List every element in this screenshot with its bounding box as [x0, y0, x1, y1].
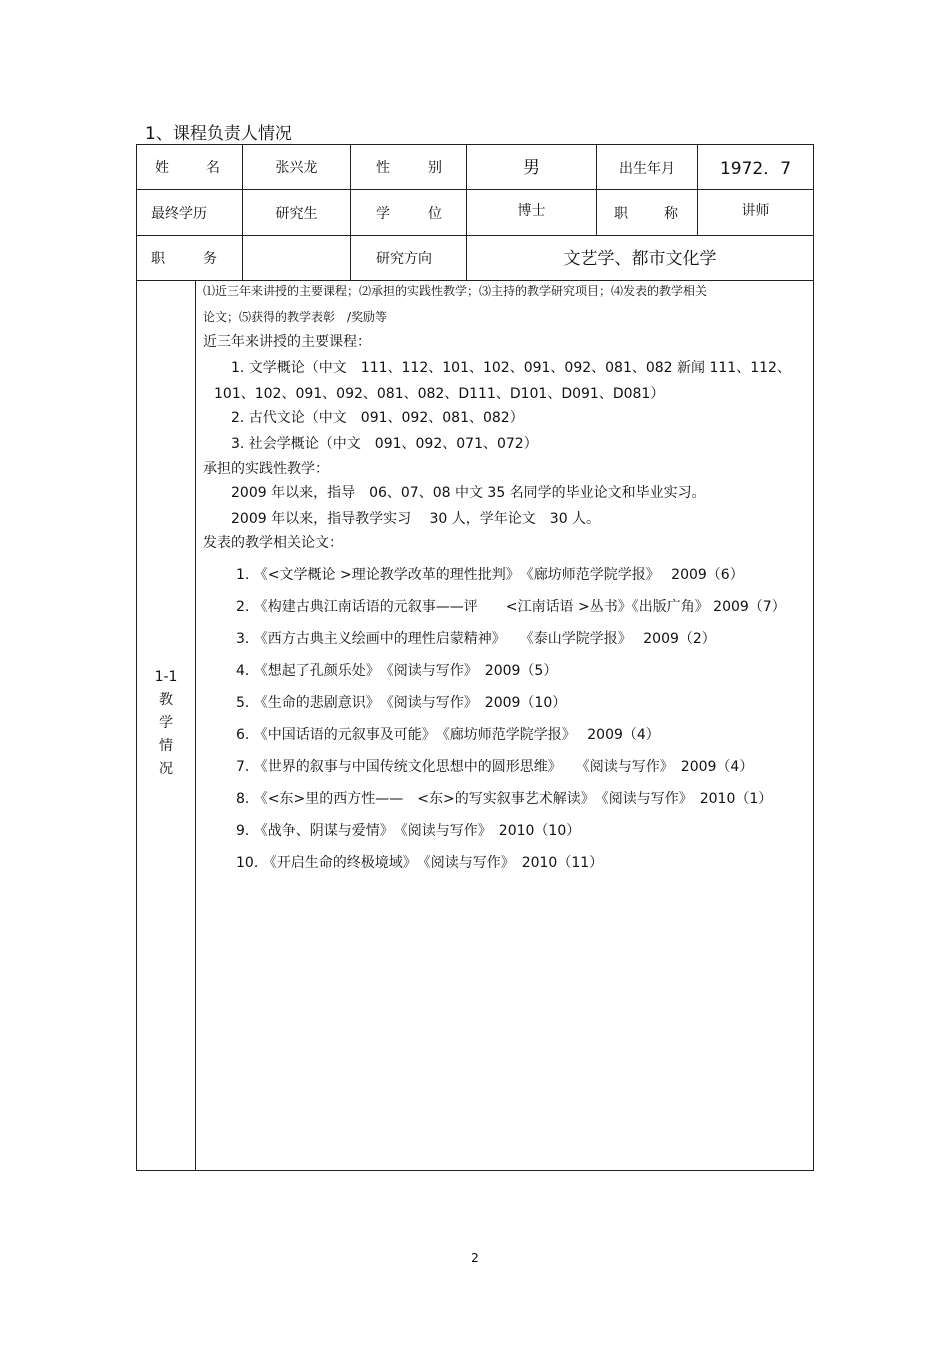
paper-item: 2. 《构建古典江南话语的元叙事——评 <江南话语 >丛书》《出版广角》 2009（7）: [236, 599, 786, 615]
name-label-2: 名: [206, 160, 220, 176]
gender-label-1: 性: [376, 160, 390, 176]
paper-item: 3. 《西方古典主义绘画中的理性启蒙精神》 《泰山学院学报》 2009（2）: [236, 631, 716, 647]
research-label: 研究方向: [376, 251, 432, 267]
title-value: 讲师: [741, 203, 770, 219]
content-header-line: 论文；⑸获得的教学表彰 /奖励等: [203, 310, 388, 324]
birth-label: 出生年月: [619, 161, 675, 177]
page-number: 2: [471, 1251, 479, 1265]
degree-value: 博士: [517, 203, 546, 219]
research-value: 文艺学、都市文化学: [563, 248, 717, 269]
paper-item: 6. 《中国话语的元叙事及可能》 《廊坊师范学院学报》 2009（4）: [236, 727, 660, 743]
gender-label-2: 别: [428, 160, 442, 176]
course-item: 3. 社会学概论（中文 091、092、071、072）: [231, 436, 538, 452]
name-label: [155, 145, 220, 189]
edu-value: 研究生: [275, 205, 318, 222]
name-value: 张兴龙: [275, 160, 318, 176]
degree-label-1: 学: [376, 205, 390, 222]
title-label: [614, 190, 678, 235]
side-label-line: 1-1: [154, 669, 178, 685]
edu-label: 最终学历: [151, 205, 207, 222]
practice-heading: 承担的实践性教学：: [203, 461, 329, 477]
paper-item: 7. 《世界的叙事与中国传统文化思想中的圆形思维》 《阅读与写作》 2009（4）: [236, 759, 754, 775]
course-item: 2. 古代文论（中文 091、092、081、082）: [231, 410, 524, 426]
title-label-1: 职: [614, 205, 628, 222]
paper-item: 9. 《战争、阴谋与爱情》 《阅读与写作》 2010（10）: [236, 823, 581, 839]
post-value: [243, 236, 350, 280]
paper-item: 4. 《想起了孔颜乐处》 《阅读与写作》 2009（5）: [236, 663, 558, 679]
side-label-line: 情: [159, 738, 173, 754]
courses-heading: 近三年来讲授的主要课程：: [203, 334, 371, 350]
post-label-2: 务: [203, 251, 217, 267]
gender-value: 男: [523, 157, 540, 178]
gender-label: [376, 145, 442, 189]
paper-item: 5. 《生命的悲剧意识》 《阅读与写作》 2009（10）: [236, 695, 567, 711]
section-side-label: [137, 666, 195, 781]
practice-item: 2009 年以来，指导教学实习 30 人，学年论文 30 人。: [231, 511, 601, 527]
name-label-1: 姓: [155, 160, 169, 176]
paper-item: 8. 《<东>里的西方性—— <东>的写实叙事艺术解读》 《阅读与写作》 2010（1）: [236, 791, 773, 807]
paper-item: 1. 《<文学概论 >理论教学改革的理性批判》 《廊坊师范学院学报》 2009（6）: [236, 567, 744, 583]
birth-value: 1972．7: [719, 158, 792, 179]
degree-label: [376, 190, 442, 235]
degree-label-2: 位: [428, 205, 442, 222]
content-header-line: ⑴近三年来讲授的主要课程；⑵承担的实践性教学；⑶主持的教学研究项目；⑷发表的教学相关: [203, 284, 708, 298]
side-label-line: 学: [159, 715, 173, 731]
paper-item: 10. 《开启生命的终极境域》 《阅读与写作》 2010（11）: [236, 855, 604, 871]
title-label-2: 称: [664, 205, 678, 222]
post-label: [151, 236, 217, 280]
course-item: 101、102、091、092、081、082、D111、D101、D091、D081）: [214, 386, 665, 402]
post-label-1: 职: [151, 251, 165, 267]
practice-item: 2009 年以来，指导 06、07、08 中文 35 名同学的毕业论文和毕业实习。: [231, 485, 706, 501]
section-title: 1、课程负责人情况: [145, 124, 292, 144]
course-item: 1. 文学概论（中文 111、112、101、102、091、092、081、082 新闻 111、112、: [231, 360, 791, 376]
papers-heading: 发表的教学相关论文：: [203, 535, 343, 551]
side-label-line: 况: [159, 761, 173, 777]
side-label-line: 教: [159, 692, 173, 708]
